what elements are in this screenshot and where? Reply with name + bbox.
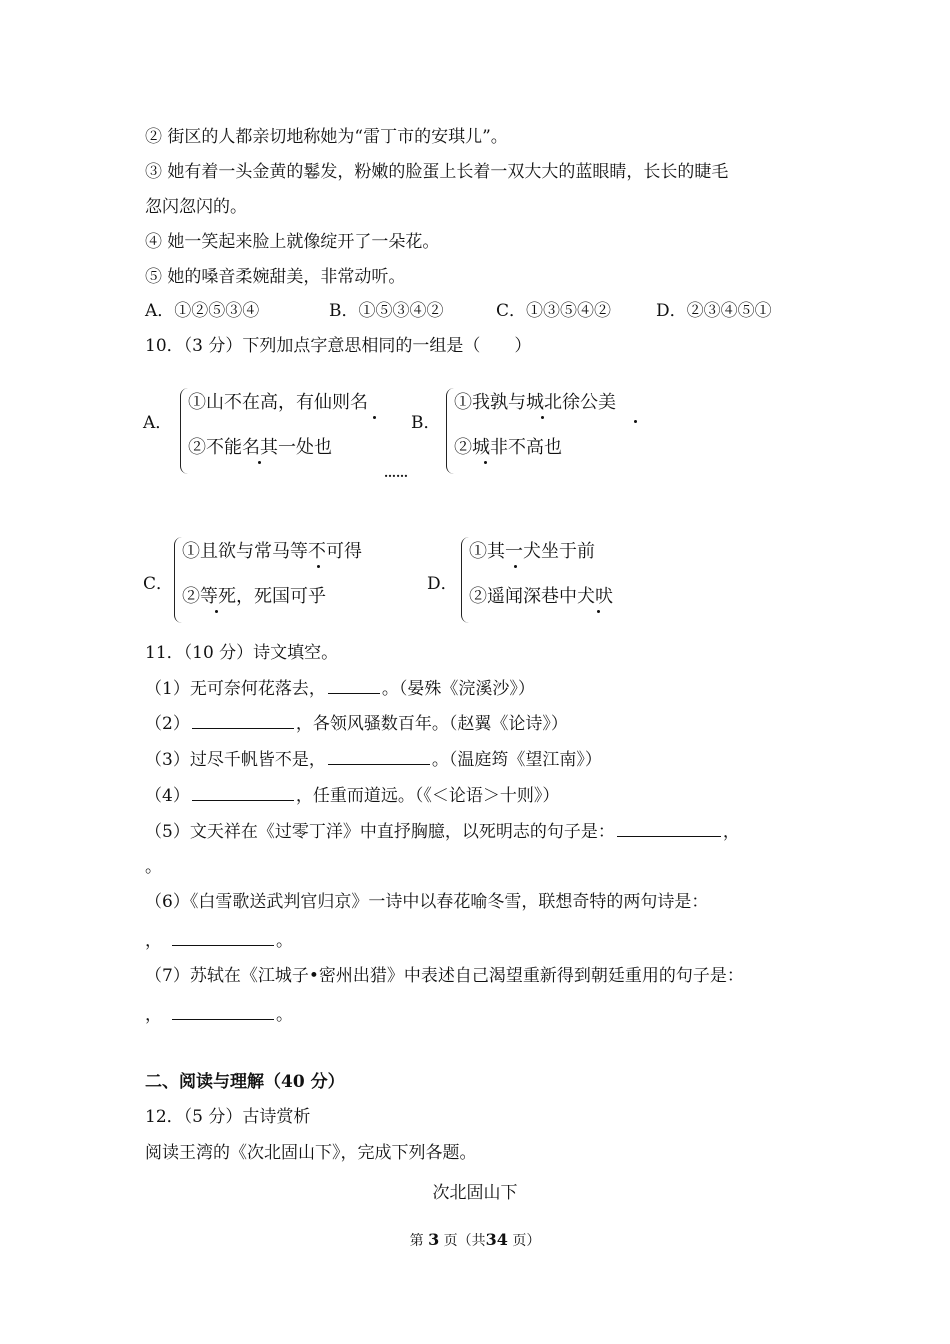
q11-part-5: （5）文天祥在《过零丁洋》中直抒胸臆，以死明志的句子是： ， [145,822,740,842]
q10-a-item-2: ②不能名其一处也 [188,437,332,458]
q9-option-d: D．②③④⑤① [656,301,772,321]
sentence-5: ⑤ 她的嗓音柔婉甜美，非常动听。 [145,267,406,287]
emphasis-dot [317,565,320,568]
ellipsis: …… [384,466,408,480]
answer-blank[interactable] [172,929,274,946]
q12-stem: 12．（5 分）古诗赏析 [145,1107,311,1127]
q10-label-c: C． [143,574,174,594]
answer-blank[interactable] [192,784,294,801]
q10-a-item-1: ①山不在高，有仙则名 [188,392,368,413]
page-number: 3 [428,1230,440,1249]
q11-part-6: （6）《白雪歌送武判官归京》一诗中以春花喻冬雪，联想奇特的两句诗是： [145,892,709,912]
q11-part-2: （2） ，各领风骚数百年。（赵翼《论诗》） [145,714,568,734]
emphasis-dot [514,565,517,568]
section-heading: 二、阅读与理解（40 分） [145,1072,345,1092]
q9-option-c: C．①③⑤④② [496,301,612,321]
q11-part-4: （4） ，任重而道远。（《＜论语＞十则》） [145,786,560,806]
emphasis-dot [634,420,637,423]
q10-label-b: B． [411,413,441,433]
q11-stem: 11．（10 分）诗文填空。 [145,643,339,663]
q11-part-6-cont: ， 。 [145,931,293,951]
answer-blank[interactable] [192,712,294,729]
q11-part-7: （7）苏轼在《江城子•密州出猎》中表述自己渴望重新得到朝廷重用的句子是： [145,966,744,986]
answer-blank[interactable] [617,820,721,837]
answer-blank[interactable] [172,1003,274,1020]
poem-title: 次北固山下 [432,1183,518,1203]
page-footer: 第 3 页（共34 页） [409,1230,541,1249]
q11-part-1: （1）无可奈何花落去， 。（晏殊《浣溪沙》） [145,679,535,699]
answer-blank[interactable] [328,748,430,765]
sentence-2: ② 街区的人都亲切地称她为“雷丁市的安琪儿”。 [145,127,508,147]
q11-part-7-cont: ， 。 [145,1005,293,1025]
q9-options [145,300,772,322]
sentence-3-cont: 忽闪忽闪的。 [145,197,247,217]
q10-d-item-2: ②遥闻深巷中犬吠 [469,586,613,607]
page-total: 34 [485,1230,508,1249]
q10-stem: 10．（3 分）下列加点字意思相同的一组是（ ） [145,336,532,356]
emphasis-dot [258,461,261,464]
q10-label-a: A． [143,413,173,433]
q9-option-b: B．①⑤③④② [329,301,444,321]
q10-d-item-1: ①其一犬坐于前 [469,541,595,562]
q10-c-item-1: ①且欲与常马等不可得 [182,541,362,562]
emphasis-dot [484,461,487,464]
q10-c-item-2: ②等死，死国可乎 [182,586,326,607]
q10-b-item-2: ②城非不高也 [454,437,562,458]
q9-option-a: A．①②⑤③④ [145,301,260,321]
answer-blank[interactable] [328,677,380,694]
q11-part-5-cont: 。 [145,857,162,877]
sentence-3: ③ 她有着一头金黄的鬈发，粉嫩的脸蛋上长着一双大大的蓝眼睛，长长的睫毛 [145,162,729,182]
emphasis-dot [597,610,600,613]
q10-label-d: D． [427,574,458,594]
q10-b-item-1: ①我孰与城北徐公美 [454,392,616,413]
q12-intro: 阅读王湾的《次北固山下》，完成下列各题。 [145,1143,477,1163]
emphasis-dot [373,416,376,419]
emphasis-dot [541,416,544,419]
q11-part-3: （3）过尽千帆皆不是， 。（温庭筠《望江南》） [145,750,602,770]
emphasis-dot [215,610,218,613]
sentence-4: ④ 她一笑起来脸上就像绽开了一朵花。 [145,232,440,252]
